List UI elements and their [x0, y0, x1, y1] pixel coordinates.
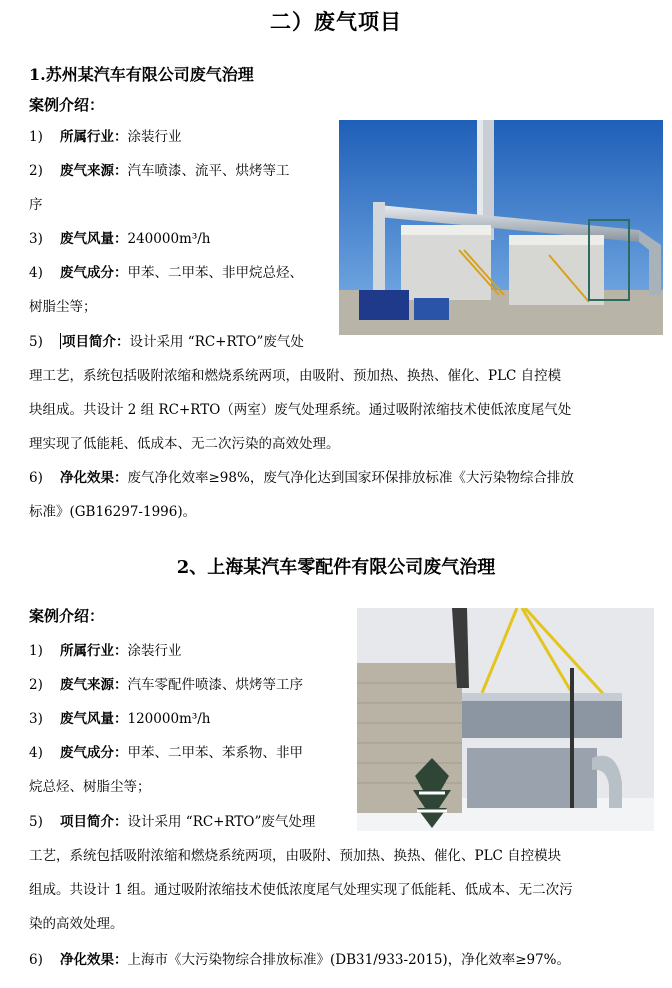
- item-text: 240000m³/h: [127, 231, 211, 247]
- case1-item-5-cont2: 块组成。共设计 2 组 RC+RTO（两室）废气处理系统。通过吸附浓缩技术使低浓度尾气处: [29, 402, 572, 418]
- item-number: 2): [29, 163, 43, 179]
- case1-intro-label: 案例介绍：: [29, 96, 105, 114]
- item-text: 废气净化效率≥98%，废气净化达到国家环保排放标准《大污染物综合排放: [127, 470, 574, 486]
- case2-item-6: [29, 950, 570, 970]
- case2-item-1: [29, 641, 182, 661]
- item-text: 涂装行业: [127, 129, 182, 145]
- item-text: 甲苯、二甲苯、非甲烷总烃、: [127, 265, 303, 281]
- item-text: 汽车零配件喷漆、烘烤等工序: [127, 677, 303, 693]
- page-title: 二）废气项目: [270, 10, 402, 34]
- item-key: 所属行业：: [60, 129, 128, 145]
- item-number: 4): [29, 265, 43, 281]
- item-number: 5): [29, 814, 43, 830]
- item-key: 项目简介：: [62, 334, 130, 350]
- item-key: 废气成分：: [60, 745, 128, 761]
- case1-item-4: [29, 263, 303, 283]
- item-text: 设计采用 “RC+RTO”废气处理: [127, 814, 316, 830]
- item-number: 6): [29, 952, 43, 968]
- case2-heading: 2、上海某汽车零配件有限公司废气治理: [176, 557, 496, 578]
- item-key: 净化效果：: [60, 470, 128, 486]
- item-number: 6): [29, 470, 43, 486]
- case1-heading: 1.苏州某汽车有限公司废气治理: [29, 65, 254, 84]
- item-key: 废气来源：: [60, 163, 128, 179]
- case1-item-5: [29, 332, 304, 352]
- item-key: 废气来源：: [60, 677, 128, 693]
- item-key: 所属行业：: [60, 643, 128, 659]
- case2-item-5: [29, 812, 315, 832]
- case2-item-4-cont: 烷总烃、树脂尘等；: [29, 779, 151, 795]
- case2-item-2: [29, 675, 303, 695]
- case1-item-5-cont: 理工艺，系统包括吸附浓缩和燃烧系统两项，由吸附、预加热、换热、催化、PLC 自控模: [29, 368, 562, 384]
- item-number: 2): [29, 677, 43, 693]
- case1-item-5-cont3: 理实现了低能耗、低成本、无二次污染的高效处理。: [29, 436, 340, 452]
- item-key: 项目简介：: [60, 814, 128, 830]
- item-number: 3): [29, 711, 43, 727]
- case2-plant-photo: [357, 608, 654, 831]
- case1-plant-photo: [339, 120, 663, 335]
- case1-item-2: [29, 161, 290, 181]
- case2-item-5-cont: 工艺，系统包括吸附浓缩和燃烧系统两项，由吸附、预加热、换热、催化、PLC 自控模块: [29, 848, 562, 864]
- item-key: 废气成分：: [60, 265, 128, 281]
- case1-item-6-cont: 标准》(GB16297-1996)。: [29, 504, 197, 520]
- case2-item-5-cont2: 组成。共设计 1 组。通过吸附浓缩技术使低浓度尾气处理实现了低能耗、低成本、无二次污: [29, 882, 573, 898]
- case2-item-3: [29, 709, 211, 729]
- item-key: 废气风量：: [60, 711, 128, 727]
- item-number: 3): [29, 231, 43, 247]
- item-number: 4): [29, 745, 43, 761]
- item-key: 净化效果：: [60, 952, 128, 968]
- case2-item-4: [29, 743, 303, 763]
- item-text: 汽车喷漆、流平、烘烤等工: [127, 163, 290, 179]
- text-cursor: [60, 333, 61, 349]
- item-text: 上海市《大污染物综合排放标准》(DB31/933-2015)，净化效率≥97%。: [127, 952, 571, 968]
- case2-intro-label: 案例介绍：: [29, 607, 105, 625]
- case1-item-6: [29, 468, 574, 488]
- case2-item-5-cont3: 染的高效处理。: [29, 916, 124, 932]
- case1-item-2-cont: 序: [29, 197, 43, 213]
- item-key: 废气风量：: [60, 231, 128, 247]
- item-text: 甲苯、二甲苯、苯系物、非甲: [127, 745, 303, 761]
- item-text: 120000m³/h: [127, 711, 211, 727]
- case1-item-3: [29, 229, 211, 249]
- item-text: 涂装行业: [127, 643, 182, 659]
- item-number: 1): [29, 129, 43, 145]
- case1-item-1: [29, 127, 182, 147]
- item-text: 设计采用 “RC+RTO”废气处: [129, 334, 304, 350]
- item-number: 1): [29, 643, 43, 659]
- case1-item-4-cont: 树脂尘等；: [29, 299, 97, 315]
- item-number: 5): [29, 334, 43, 350]
